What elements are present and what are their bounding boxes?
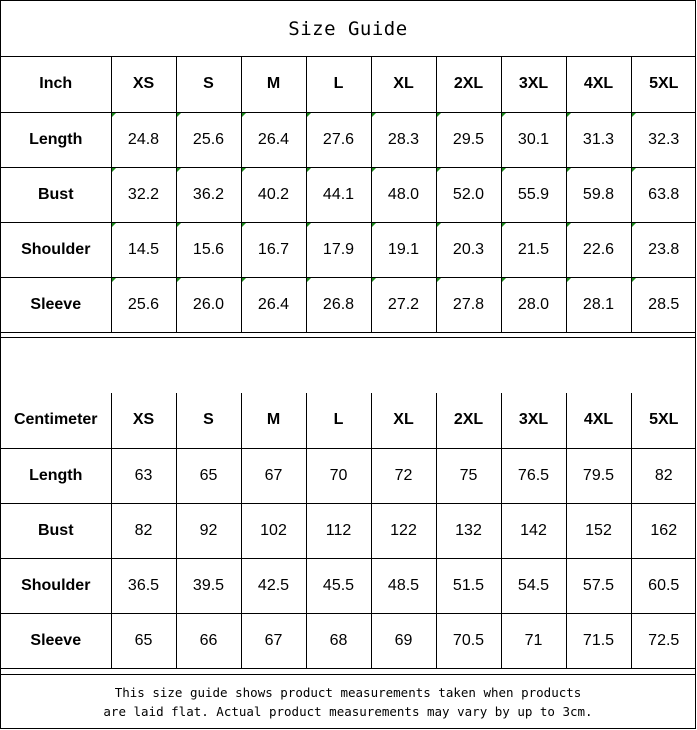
value-text: 122 <box>390 521 417 539</box>
measurement-value <box>306 112 371 167</box>
value-text: 72.5 <box>648 631 680 649</box>
value-text: 132 <box>455 521 482 539</box>
measurement-value <box>176 167 241 222</box>
measurement-value <box>436 448 501 503</box>
measurement-label: Shoulder <box>1 222 111 277</box>
measurement-value <box>566 558 631 613</box>
measurement-label: Shoulder <box>1 558 111 613</box>
cell-corner-marker <box>112 168 116 172</box>
value-text: 65 <box>199 466 218 484</box>
value-text: 67 <box>264 466 283 484</box>
measurement-value <box>566 448 631 503</box>
table-row <box>1 503 696 558</box>
value-text: 92 <box>199 521 218 539</box>
value-text: 142 <box>520 521 547 539</box>
measurement-value <box>111 558 176 613</box>
measurement-value <box>306 503 371 558</box>
measurement-value <box>566 613 631 668</box>
measurement-value <box>501 167 566 222</box>
size-header: S <box>176 393 241 448</box>
value-text: 48.0 <box>387 185 420 203</box>
cell-corner-marker <box>372 113 376 117</box>
measurement-value <box>631 503 696 558</box>
unit-label: Inch <box>1 57 111 112</box>
measurement-value <box>306 277 371 332</box>
value-text: 52.0 <box>452 185 485 203</box>
value-text: 30.1 <box>517 130 550 148</box>
size-header: 5XL <box>631 57 696 112</box>
measurement-value <box>176 613 241 668</box>
measurement-value <box>501 503 566 558</box>
measurement-value <box>176 112 241 167</box>
value-text: 45.5 <box>322 576 355 594</box>
cell-corner-marker <box>112 223 116 227</box>
value-text: 48.5 <box>387 576 420 594</box>
table-row <box>1 222 696 277</box>
measurement-value <box>241 503 306 558</box>
measurement-value <box>566 222 631 277</box>
value-text: 40.2 <box>257 185 290 203</box>
value-text: 75 <box>459 466 478 484</box>
measurement-value <box>501 222 566 277</box>
measurement-value <box>176 503 241 558</box>
table-row <box>1 277 696 332</box>
value-text: 66 <box>199 631 218 649</box>
measurement-value <box>631 448 696 503</box>
cell-corner-marker <box>502 168 506 172</box>
value-text: 22.6 <box>582 240 615 258</box>
measurement-value <box>241 167 306 222</box>
measurement-value <box>501 558 566 613</box>
cell-corner-marker <box>372 223 376 227</box>
measurement-label: Sleeve <box>1 277 111 332</box>
value-text: 32.3 <box>648 130 680 148</box>
size-header: S <box>176 57 241 112</box>
measurement-value <box>631 558 696 613</box>
value-text: 162 <box>650 521 678 539</box>
value-text: 32.2 <box>127 185 160 203</box>
size-header: 3XL <box>501 393 566 448</box>
value-text: 51.5 <box>452 576 485 594</box>
measurement-value <box>371 448 436 503</box>
measurement-value <box>436 503 501 558</box>
cell-corner-marker <box>242 113 246 117</box>
measurement-value <box>436 558 501 613</box>
cell-corner-marker <box>177 223 181 227</box>
value-text: 71 <box>524 631 543 649</box>
value-text: 71.5 <box>582 631 615 649</box>
value-text: 60.5 <box>648 576 680 594</box>
measurement-value <box>371 167 436 222</box>
value-text: 16.7 <box>257 240 290 258</box>
value-text: 55.9 <box>517 185 550 203</box>
size-header: XS <box>111 393 176 448</box>
measurement-value <box>436 167 501 222</box>
cell-corner-marker <box>567 223 571 227</box>
inch-size-table <box>1 57 696 333</box>
cell-corner-marker <box>437 278 441 282</box>
cell-corner-marker <box>567 113 571 117</box>
measurement-label: Length <box>1 448 111 503</box>
measurement-value <box>631 613 696 668</box>
value-text: 24.8 <box>127 130 160 148</box>
value-text: 65 <box>134 631 153 649</box>
cell-corner-marker <box>437 223 441 227</box>
cell-corner-marker <box>372 168 376 172</box>
value-text: 152 <box>585 521 612 539</box>
measurement-value <box>436 112 501 167</box>
size-header: M <box>241 393 306 448</box>
measurement-value <box>566 112 631 167</box>
measurement-value <box>371 222 436 277</box>
cell-corner-marker <box>242 168 246 172</box>
table-row <box>1 558 696 613</box>
header-row <box>1 393 696 448</box>
table-separator <box>1 337 695 393</box>
measurement-value <box>436 222 501 277</box>
value-text: 28.5 <box>648 295 680 313</box>
cell-corner-marker <box>567 168 571 172</box>
table-row <box>1 448 696 503</box>
value-text: 17.9 <box>322 240 355 258</box>
size-header: 2XL <box>436 57 501 112</box>
measurement-value <box>631 112 696 167</box>
size-header: 4XL <box>566 57 631 112</box>
measurement-value <box>111 222 176 277</box>
table-row <box>1 167 696 222</box>
size-header: 3XL <box>501 57 566 112</box>
size-header: 5XL <box>631 393 696 448</box>
cell-corner-marker <box>567 278 571 282</box>
measurement-value <box>371 503 436 558</box>
value-text: 72 <box>394 466 413 484</box>
cell-corner-marker <box>437 113 441 117</box>
value-text: 15.6 <box>192 240 225 258</box>
size-header: XS <box>111 57 176 112</box>
value-text: 21.5 <box>517 240 550 258</box>
value-text: 76.5 <box>517 466 550 484</box>
cell-corner-marker <box>632 113 636 117</box>
value-text: 70.5 <box>452 631 485 649</box>
measurement-value <box>176 277 241 332</box>
measurement-value <box>436 613 501 668</box>
measurement-value <box>241 448 306 503</box>
value-text: 69 <box>394 631 413 649</box>
table-row <box>1 112 696 167</box>
cell-corner-marker <box>177 168 181 172</box>
measurement-note <box>1 674 695 728</box>
value-text: 27.2 <box>387 295 420 313</box>
measurement-value <box>631 277 696 332</box>
measurement-value <box>241 112 306 167</box>
measurement-value <box>371 277 436 332</box>
header-row <box>1 57 696 112</box>
value-text: 82 <box>134 521 153 539</box>
value-text: 28.3 <box>387 130 420 148</box>
measurement-value <box>176 222 241 277</box>
value-text: 27.8 <box>452 295 485 313</box>
size-header: L <box>306 393 371 448</box>
cell-corner-marker <box>437 168 441 172</box>
measurement-value <box>501 448 566 503</box>
measurement-value <box>306 558 371 613</box>
measurement-value <box>111 448 176 503</box>
measurement-value <box>501 112 566 167</box>
value-text: 26.4 <box>257 130 290 148</box>
measurement-value <box>111 112 176 167</box>
measurement-value <box>306 448 371 503</box>
note-line-2: are laid flat. Actual product measurements may vary by up to 3cm. <box>103 703 593 719</box>
measurement-value <box>176 558 241 613</box>
measurement-value <box>436 277 501 332</box>
cell-corner-marker <box>307 278 311 282</box>
cell-corner-marker <box>307 223 311 227</box>
value-text: 112 <box>325 521 352 539</box>
value-text: 28.0 <box>517 295 550 313</box>
measurement-label: Bust <box>1 167 111 222</box>
measurement-value <box>566 167 631 222</box>
value-text: 102 <box>260 521 287 539</box>
cell-corner-marker <box>502 113 506 117</box>
cell-corner-marker <box>242 278 246 282</box>
measurement-value <box>241 613 306 668</box>
cell-corner-marker <box>372 278 376 282</box>
value-text: 19.1 <box>387 240 420 258</box>
value-text: 82 <box>654 466 673 484</box>
measurement-value <box>176 448 241 503</box>
measurement-value <box>111 503 176 558</box>
value-text: 68 <box>329 631 348 649</box>
value-text: 25.6 <box>127 295 160 313</box>
measurement-value <box>566 503 631 558</box>
size-header: L <box>306 57 371 112</box>
size-guide-title: Size Guide <box>1 1 695 57</box>
measurement-value <box>306 167 371 222</box>
value-text: 57.5 <box>582 576 615 594</box>
measurement-label: Length <box>1 112 111 167</box>
measurement-value <box>501 277 566 332</box>
value-text: 27.6 <box>322 130 355 148</box>
cell-corner-marker <box>177 113 181 117</box>
value-text: 79.5 <box>582 466 615 484</box>
size-header: 2XL <box>436 393 501 448</box>
cell-corner-marker <box>632 278 636 282</box>
measurement-value <box>241 222 306 277</box>
value-text: 36.5 <box>127 576 160 594</box>
measurement-value <box>241 277 306 332</box>
cell-corner-marker <box>307 168 311 172</box>
value-text: 14.5 <box>127 240 160 258</box>
value-text: 29.5 <box>452 130 485 148</box>
value-text: 70 <box>329 466 348 484</box>
measurement-value <box>631 167 696 222</box>
measurement-value <box>241 558 306 613</box>
measurement-value <box>111 167 176 222</box>
cell-corner-marker <box>177 278 181 282</box>
cell-corner-marker <box>112 278 116 282</box>
cell-corner-marker <box>632 223 636 227</box>
measurement-value <box>566 277 631 332</box>
value-text: 39.5 <box>192 576 225 594</box>
cell-corner-marker <box>112 113 116 117</box>
measurement-value <box>371 613 436 668</box>
value-text: 23.8 <box>648 240 680 258</box>
measurement-value <box>631 222 696 277</box>
size-header: M <box>241 57 306 112</box>
table-row <box>1 613 696 668</box>
value-text: 63 <box>134 466 153 484</box>
size-header: XL <box>371 393 436 448</box>
size-header: XL <box>371 57 436 112</box>
measurement-value <box>371 558 436 613</box>
cell-corner-marker <box>502 278 506 282</box>
value-text: 44.1 <box>322 185 355 203</box>
unit-label: Centimeter <box>1 393 111 448</box>
measurement-value <box>306 613 371 668</box>
cell-corner-marker <box>307 113 311 117</box>
value-text: 26.8 <box>322 295 355 313</box>
measurement-value <box>501 613 566 668</box>
measurement-value <box>306 222 371 277</box>
value-text: 26.4 <box>257 295 290 313</box>
measurement-value <box>111 277 176 332</box>
value-text: 28.1 <box>582 295 615 313</box>
value-text: 67 <box>264 631 283 649</box>
value-text: 25.6 <box>192 130 225 148</box>
size-header: 4XL <box>566 393 631 448</box>
measurement-value <box>371 112 436 167</box>
value-text: 59.8 <box>582 185 615 203</box>
cell-corner-marker <box>242 223 246 227</box>
measurement-value <box>111 613 176 668</box>
value-text: 63.8 <box>648 185 680 203</box>
value-text: 54.5 <box>517 576 550 594</box>
cell-corner-marker <box>632 168 636 172</box>
cell-corner-marker <box>502 223 506 227</box>
measurement-label: Bust <box>1 503 111 558</box>
note-line-1: This size guide shows product measurements taken when products <box>114 684 582 700</box>
value-text: 26.0 <box>192 295 225 313</box>
value-text: 31.3 <box>582 130 615 148</box>
value-text: 20.3 <box>452 240 485 258</box>
value-text: 42.5 <box>257 576 290 594</box>
measurement-label: Sleeve <box>1 613 111 668</box>
value-text: 36.2 <box>192 185 225 203</box>
centimeter-size-table <box>1 393 696 669</box>
